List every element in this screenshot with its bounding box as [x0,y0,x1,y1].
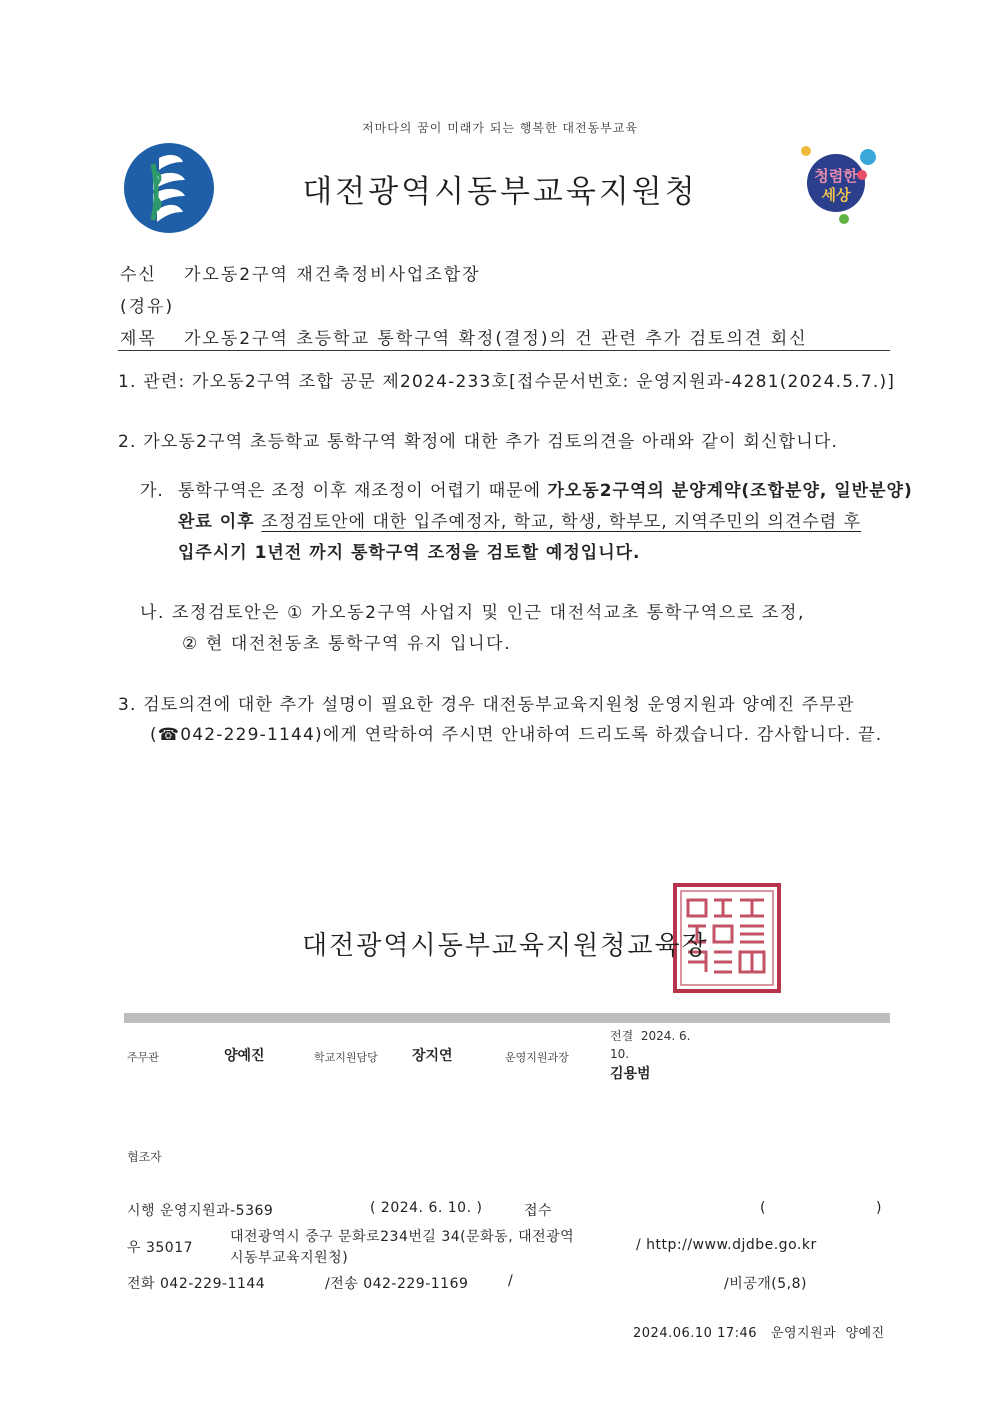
role-officer: 주무관 [127,1051,159,1064]
ga-line-1-normal: 통학구역은 조정 이후 재조정이 어렵기 때문에 [178,481,548,501]
recipient-label: 수신 [120,265,157,285]
disclosure-status: /비공개(5,8) [724,1276,807,1292]
print-stamp: 2024.06.10 17:46 운영지원과 양예진 [633,1326,885,1341]
fax-number: /전송 042-229-1169 [325,1276,469,1292]
separator-bar [124,1013,890,1023]
receipt-label: 접수 [524,1203,553,1219]
decision-date-2: 10. [610,1047,630,1061]
organization-title: 대전광역시동부교육지원청 [302,174,698,210]
item-ga-line-1 [178,476,913,507]
body-item-3-line-2: (☎042-229-1144)에게 연락하여 주시면 안내하여 드리도록 하겠습니다. 감사합니다. 끝. [150,725,883,745]
footer-slash: / [508,1273,514,1289]
body-item-2: 2. 가오동2구역 초등학교 통학구역 확정에 대한 추가 검토의견을 아래와 같이 회신합니다. [118,432,839,452]
body-item-3-line-1: 3. 검토의견에 대한 추가 설명이 필요한 경우 대전동부교육지원청 운영지원과 양예진 주무관 [118,695,855,715]
cooperator-label: 협조자 [127,1150,162,1164]
decision-label-line [610,1027,690,1044]
ga-line-2-bold: 완료 이후 [178,512,262,532]
item-ga-marker: 가. [140,481,164,501]
signer-title: 대전광역시동부교육지원청교육장 [302,931,709,961]
subject-label: 제목 [120,329,157,349]
ga-line-1-bold: 가오동2구역의 분양계약(조합분양, 일반분양) [547,481,913,501]
homepage-url[interactable]: / http://www.djdbe.go.kr [636,1237,817,1253]
name-school-support: 장지연 [412,1048,453,1064]
name-division-head: 김용범 [610,1066,651,1082]
receipt-paren-close: ) [876,1200,882,1216]
ga-line-2-underlined: 조정검토안에 대한 입주예정자, 학교, 학생, 학부모, 지역주민의 의견수렴 후 [261,512,862,532]
decision-label: 전결 [610,1029,634,1043]
receipt-paren-open: ( [760,1200,766,1216]
item-ga-line-3: 입주시기 1년전 까지 통학구역 조정을 검토할 예정입니다. [178,543,641,563]
phone-number: 전화 042-229-1144 [127,1276,266,1292]
header-motto: 저마다의 꿈이 미래가 되는 행복한 대전동부교육 [362,121,638,135]
address-line-2: 시동부교육지원청) [230,1250,349,1266]
decision-date-1: 2024. 6. [640,1029,691,1043]
item-ga-line-2 [178,507,861,538]
recipient-line [120,260,481,285]
item-na-line-2: ② 현 대전천동초 통학구역 유지 입니다. [182,634,512,654]
role-division-head: 운영지원과장 [505,1051,569,1064]
logo-text-2: 세상 [821,186,851,204]
subject-divider [118,350,890,351]
address-line-1: 대전광역시 중구 문화로234번길 34(문화동, 대전광역 [230,1229,575,1245]
integrity-world-logo [798,143,884,229]
role-school-support: 학교지원담당 [314,1051,378,1064]
enforcement-date: ( 2024. 6. 10. ) [370,1200,483,1216]
name-officer: 양예진 [224,1048,265,1064]
body-item-1: 1. 관련: 가오동2구역 조합 공문 제2024-233호[접수문서번호: 운영지원과-4281(2024.5.7.)] [118,372,896,392]
logo-text-1: 청렴한 [814,167,858,185]
subject-line [120,324,808,349]
postal-code: 우 35017 [127,1240,194,1256]
subject-value: 가오동2구역 초등학교 통학구역 확정(결정)의 건 관련 추가 검토의견 회신 [184,329,808,349]
enforcement-number: 시행 운영지원과-5369 [127,1203,274,1219]
via-line: (경유) [120,297,175,317]
item-na-line-1: 나. 조정검토안은 ① 가오동2구역 사업지 및 인근 대전석교초 통학구역으로 조정, [140,603,805,623]
recipient-value: 가오동2구역 재건축정비사업조합장 [184,265,481,285]
